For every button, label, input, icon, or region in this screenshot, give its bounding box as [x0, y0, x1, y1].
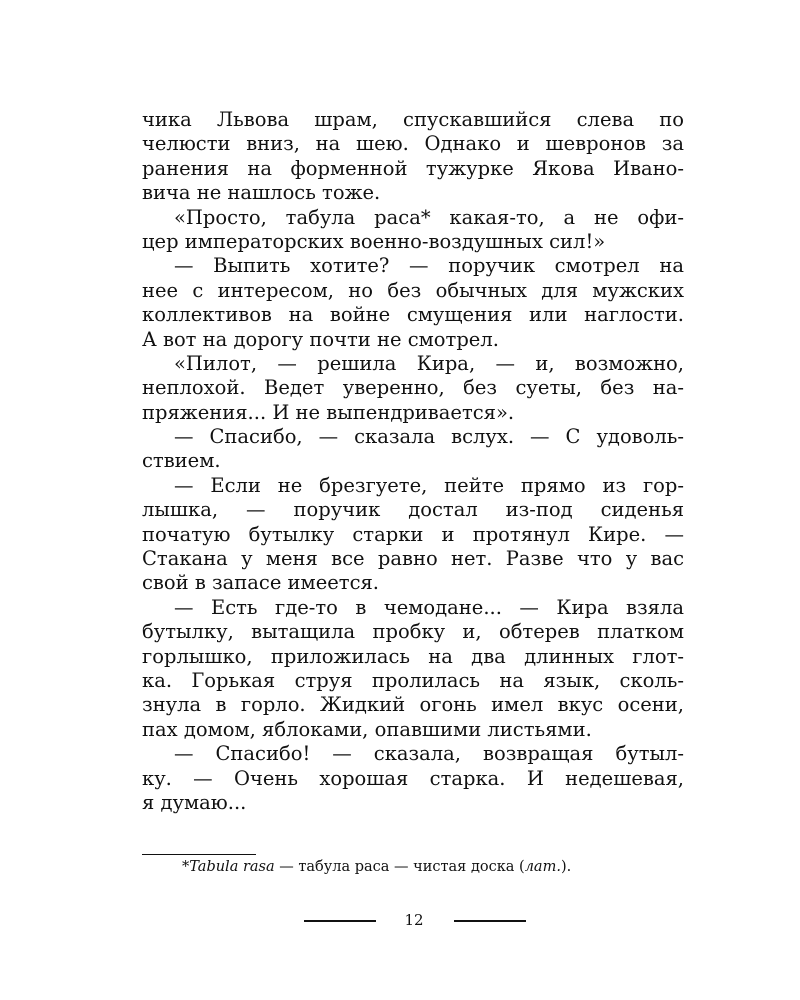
text-line: — Спасибо! — сказала, возвращая бутыл- [174, 742, 684, 766]
text-line: лышка, — поручик достал из-под сиденья [142, 498, 684, 522]
page-number-rule-left [304, 920, 376, 922]
text-line: — Если не брезгуете, пейте прямо из гор- [174, 473, 684, 497]
text-line: «Пилот, — решила Кира, — и, возможно, [174, 351, 684, 375]
text-line: знула в горло. Жидкий огонь имел вкус осени, [142, 693, 684, 717]
text-line: — Есть где-то в чемодане... — Кира взяла [174, 595, 684, 619]
footnote [182, 858, 571, 876]
text-line: «Просто, табула раса* какая-то, а не офи- [174, 205, 684, 229]
text-line: А вот на дорогу почти не смотрел. [142, 327, 499, 351]
footnote-divider [142, 854, 256, 855]
text-line: цер императорских военно-воздушных сил!» [142, 229, 606, 253]
footnote-marker: * [182, 859, 190, 875]
text-line: неплохой. Ведет уверенно, без суеты, без на- [142, 376, 684, 400]
text-line: нее с интересом, но без обычных для мужских [142, 278, 684, 302]
text-line: ку. — Очень хорошая старка. И недешевая, [142, 766, 684, 790]
text-line: свой в запасе имеется. [142, 571, 380, 595]
text-line: коллективов на войне смущения или наглости. [142, 303, 684, 327]
text-line: Стакана у меня все равно нет. Разве что у вас [142, 547, 684, 571]
footnote-end: ). [560, 859, 572, 875]
text-line: пряжения... И не выпендривается». [142, 400, 515, 424]
text-line: ка. Горькая струя пролилась на язык, сколь- [142, 668, 684, 692]
text-line: челюсти вниз, на шею. Однако и шевронов за [142, 132, 684, 156]
text-line: вича не нашлось тоже. [142, 181, 381, 205]
page-footer [0, 908, 800, 932]
page-number-rule-right [454, 920, 526, 922]
page-body [142, 108, 684, 815]
footnote-text: — табула раса — чистая доска ( [274, 859, 525, 875]
text-line: пах домом, яблоками, опавшими листьями. [142, 717, 592, 741]
text-line: я думаю... [142, 790, 247, 814]
text-line: — Спасибо, — сказала вслух. — С удоволь- [174, 425, 684, 449]
text-line: горлышко, приложилась на два длинных глот- [142, 644, 684, 668]
text-line: — Выпить хотите? — поручик смотрел на [174, 254, 684, 278]
page-number: 12 [404, 911, 424, 929]
text-line: бутылку, вытащила пробку и, обтерев платком [142, 620, 684, 644]
text-line: ранения на форменной тужурке Якова Ивано- [142, 156, 684, 180]
text-line: чика Львова шрам, спускавшийся слева по [142, 108, 684, 131]
text-line: початую бутылку старки и протянул Кире. — [142, 522, 684, 546]
text-line: ствием. [142, 449, 221, 473]
footnote-abbreviation: лат. [524, 859, 561, 875]
footnote-term: Tabula rasa [189, 859, 275, 875]
